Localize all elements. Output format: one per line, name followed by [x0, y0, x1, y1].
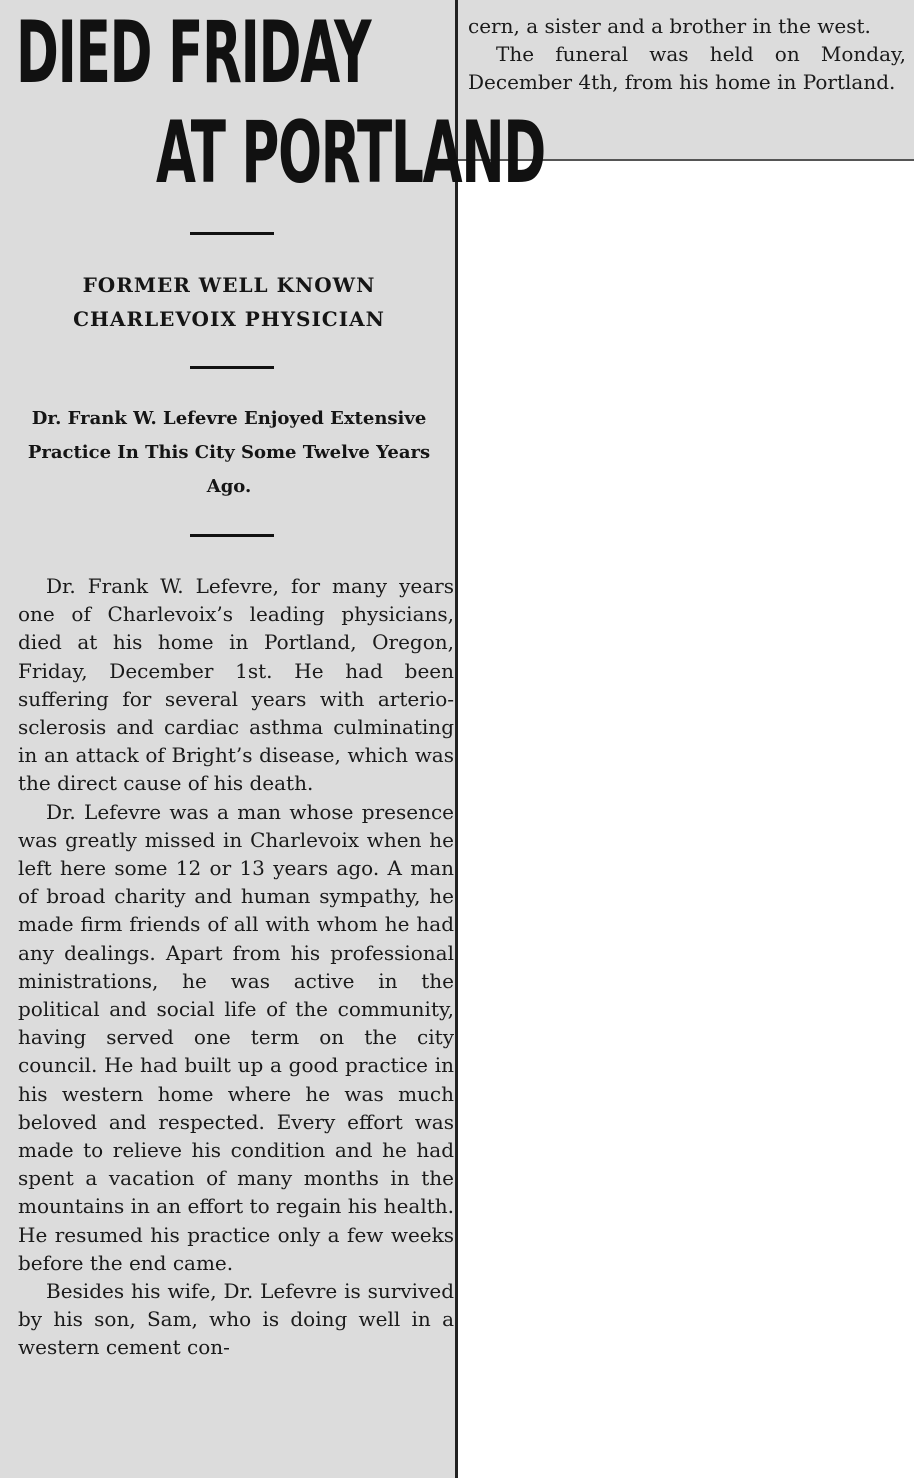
article-body [18, 572, 454, 1362]
body-paragraph-2: Dr. Lefevre was a man whose presence was greatly missed in Charlevoix when he left here some 12 or 13 years ago. A man of broad charity and human sympathy, he made firm friends of all with whom he had any dealings. Apart from his professional ministrations, he was active in the political and social life of the community, having served one term on the city council. He had built up a good practice in his western home where he was much beloved and respected. Every effort was made to relieve his condition and he had spent a vacation of many months in the mountains in an effort to regain his health. He resumed his practice only a few weeks before the end came. [18, 799, 454, 1275]
subhead: FORMER WELL KNOWN CHARLEVOIX PHYSICIAN [73, 273, 385, 331]
headline-line-2: AT PORTLAND [156, 103, 546, 203]
divider-rule-3 [190, 534, 274, 537]
continuation-paragraph-1: cern, a sister and a brother in the west. [468, 14, 871, 38]
continuation-paragraph-2: The funeral was held on Monday, December 4th, from his home in Portland. [468, 42, 906, 94]
article-continuation [468, 12, 906, 96]
divider-rule-2 [190, 366, 274, 369]
body-paragraph-1: Dr. Frank W. Lefevre, for many years one of Charlevoix’s leading physicians, died at his home in Portland, Oregon, Friday, December 1st. He had been suffering for several years with arterio-sclerosis and cardiac asthma culminating in an attack of Bright’s disease, which was the direct cause of his death. [18, 574, 454, 796]
body-paragraph-3: Besides his wife, Dr. Lefevre is survived by his son, Sam, who is doing well in a western cement con- [18, 1279, 454, 1360]
divider-rule-1 [190, 232, 274, 235]
deck: Dr. Frank W. Lefevre Enjoyed Extensive Practice In This City Some Twelve Years Ago. [27, 408, 431, 497]
headline-line-1: DIED FRIDAY [16, 3, 371, 103]
